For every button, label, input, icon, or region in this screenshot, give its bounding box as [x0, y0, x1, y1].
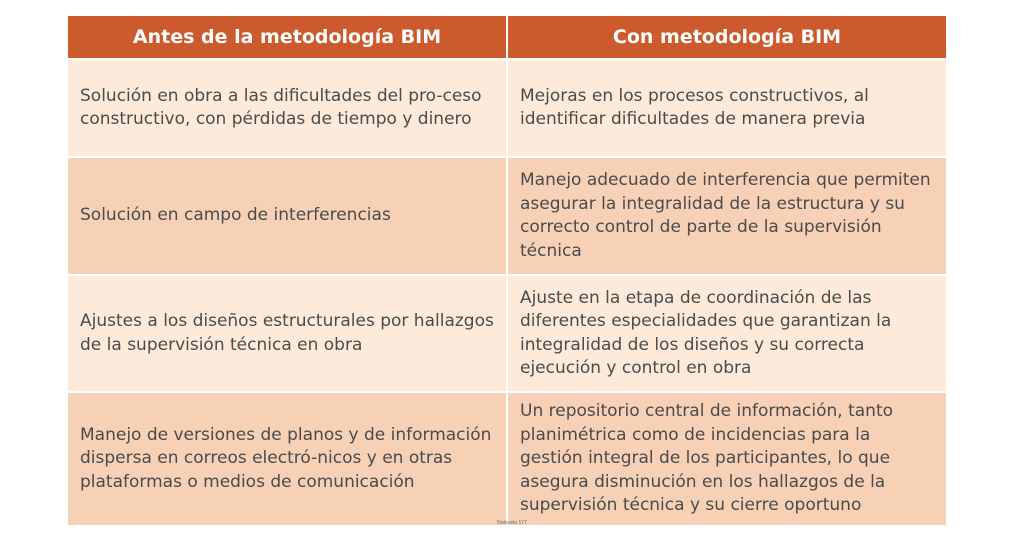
header-before-bim: Antes de la metodología BIM [68, 16, 507, 59]
table-row [68, 392, 946, 525]
table-row [68, 59, 946, 157]
cell-before: Solución en campo de interferencias [68, 157, 507, 275]
table-row [68, 157, 946, 275]
table-header-row [68, 16, 946, 59]
cell-after: Manejo adecuado de interferencia que permiten asegurar la integralidad de la estructura y su correcto control de parte de la supervisión técnica [507, 157, 946, 275]
cell-after: Ajuste en la etapa de coordinación de las diferentes especialidades que garantizan la integralidad de los diseños y su correcta ejecución y control en obra [507, 275, 946, 392]
header-with-bim: Con metodología BIM [507, 16, 946, 59]
cell-before: Manejo de versiones de planos y de información dispersa en correos electró-nicos y en otras plataformas o medios de comunicación [68, 392, 507, 525]
page-number: Noticreto 177 [497, 520, 527, 526]
cell-after: Un repositorio central de información, tanto planimétrica como de incidencias para la gestión integral de los participantes, lo que asegura disminución en los hallazgos de la supervisión técnica y su cierre oportuno [507, 392, 946, 525]
comparison-table [68, 16, 946, 525]
cell-before: Ajustes a los diseños estructurales por hallazgos de la supervisión técnica en obra [68, 275, 507, 392]
cell-after: Mejoras en los procesos constructivos, al identificar dificultades de manera previa [507, 59, 946, 157]
cell-before: Solución en obra a las dificultades del pro-ceso constructivo, con pérdidas de tiempo y dinero [68, 59, 507, 157]
table-row [68, 275, 946, 392]
